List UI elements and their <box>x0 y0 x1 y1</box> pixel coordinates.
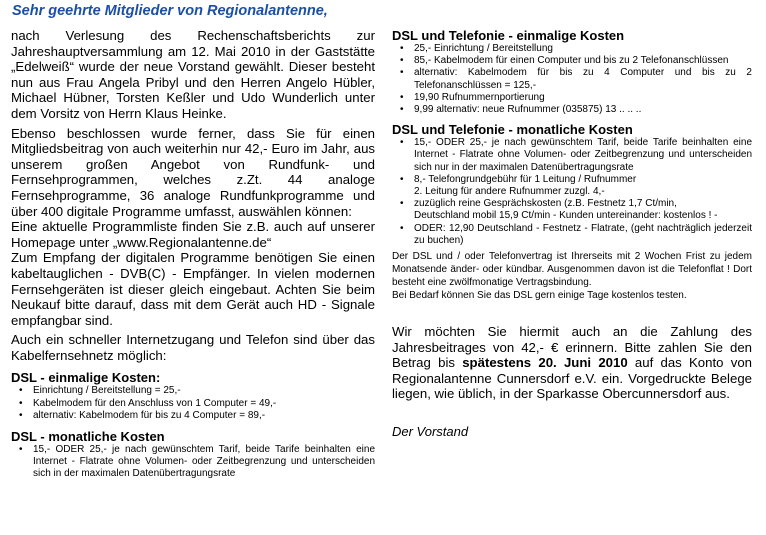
payment-reminder <box>392 324 752 402</box>
dsl-monthly-list <box>11 444 375 481</box>
payment-reminder-text: Wir möchten Sie hiermit auch an die Zahlung des Jahresbeitrages von 42,- € erinnern. Bitte zahlen Sie den Betrag bis <box>392 324 752 371</box>
letter-greeting: Sehr geehrte Mitglieder von Regionalantenne, <box>12 3 328 19</box>
tel-once-heading: DSL und Telefonie - einmalige Kosten <box>392 28 625 43</box>
signature: Der Vorstand <box>392 424 469 440</box>
list-item: • Kabelmodem für den Anschluss von 1 Computer = 49,- <box>11 398 375 410</box>
trial-note: Bei Bedarf können Sie das DSL gern einige Tage kostenlos testen. <box>392 290 687 302</box>
list-item: • 15,- ODER 25,- je nach gewünschtem Tarif, beide Tarife beinhalten eine Internet - Flatrate ohne Volumen- oder Zeitbegrenzung und unterscheiden sich nur in der maximalen Datenübertragungsrate <box>392 137 752 174</box>
list-item-line: • 8,- Telefongrundgebühr für 1 Leitung / Rufnummer <box>414 173 637 185</box>
tel-monthly-heading: DSL und Telefonie - monatliche Kosten <box>392 122 633 138</box>
list-item: • 15,- ODER 25,- je nach gewünschtem Tarif, beide Tarife beinhalten eine Internet - Flatrate ohne Volumen- oder Zeitbegrenzung und unterscheiden sich in der maximalen Datenübertragungsrate <box>11 444 375 481</box>
list-item-line: • zuzüglich reine Gesprächskosten (z.B. Festnetz 1,7 Ct/min, <box>414 198 677 210</box>
left-column <box>11 28 375 481</box>
paragraph-membership-fee: Ebenso beschlossen wurde ferner, dass Sie für einen Mitgliedsbeitrag von auch weiterhin nur 42,- Euro im Jahr, aus unserem großen Angebot von Rundfunk- und Fernsehprogrammen, welches z.Zt. 44 analoge Fernsehprogramme, 36 analoge Rundfunkprogramme und über 400 digitale Programme umfasst, auswählen können: <box>11 125 375 219</box>
paragraph-program-list: Eine aktuelle Programmliste finden Sie z.B. auch auf unserer Homepage unter „www.Regionalantenne.de“ <box>11 219 375 250</box>
tel-once-list <box>392 43 752 116</box>
list-item <box>392 174 752 198</box>
dsl-once-list <box>11 385 375 422</box>
paragraph-digital-receiver: Zum Empfang der digitalen Programme benötigen Sie einen kabeltauglichen - DVB(C) - Empfänger. In vielen modernen Fernsehgeräten ist dieser gleich eingebaut. Achten Sie beim Neukauf bitte darauf, dass mit dem Gerät auch HD - Signale empfangbar sind. <box>11 250 375 328</box>
tel-monthly-list <box>392 137 752 247</box>
paragraph-board-election: nach Verlesung des Rechenschaftsberichts zur Jahreshauptversammlung am 12. Mai 2010 in der Gaststätte „Edelweiß“ wurde der neue Vorstand gewählt. Dieser besteht nun aus Frau Angela Pribyl und den Herren Angelo Hübler, Michael Hübner, Torsten Keßler und Udo Wunderlich unter dem Vorsitz von Herrn Klaus Heinke. <box>11 28 375 121</box>
right-column <box>392 28 752 439</box>
list-item: • 85,- Kabelmodem für einen Computer und bis zu 2 Telefonanschlüssen <box>392 55 752 67</box>
dsl-monthly-heading: DSL - monatliche Kosten <box>11 429 165 445</box>
payment-deadline: spätestens 20. Juni 2010 <box>462 355 628 371</box>
payment-reminder-text-continued: auf das Konto von Regionalantenne Cunnersdorf e.V. ein. Vorgedruckte Belege liegen, wie üblich, in der Sparkasse Obercunnersdorf aus. <box>392 355 752 402</box>
list-item: • alternativ: Kabelmodem für bis zu 4 Computer und bis zu 2 Telefonanschlüssen = 125,- <box>392 67 752 91</box>
contract-terms-note: Der DSL und / oder Telefonvertrag ist Ihrerseits mit 2 Wochen Frist zu jedem Monatsende änder- oder kündbar. Ausgenommen davon ist die Telefonflat ! Dort besteht eine zwölfmonatige Vertragsbindung. <box>392 251 752 289</box>
list-item-line: Deutschland mobil 15,9 Ct/min - Kunden untereinander: kostenlos ! - <box>414 210 718 222</box>
list-item <box>392 198 752 222</box>
list-item: • 25,- Einrichtung / Bereitstellung <box>392 43 752 55</box>
list-item: • Einrichtung / Bereitstellung = 25,- <box>11 385 375 397</box>
list-item: • 9,99 alternativ: neue Rufnummer (035875) 13 .. .. .. <box>392 104 752 116</box>
list-item-line: 2. Leitung für andere Rufnummer zuzgl. 4,- <box>414 186 605 198</box>
list-item: • 19,90 Rufnummernportierung <box>392 92 752 104</box>
list-item: • ODER: 12,90 Deutschland - Festnetz - Flatrate, (geht nachträglich jederzeit zu buchen) <box>392 223 752 247</box>
paragraph-internet-intro: Auch ein schneller Internetzugang und Telefon sind über das Kabelfernsehnetz möglich: <box>11 332 375 363</box>
dsl-once-heading: DSL - einmalige Kosten: <box>11 370 161 386</box>
list-item: • alternativ: Kabelmodem für bis zu 4 Computer = 89,- <box>11 410 375 422</box>
